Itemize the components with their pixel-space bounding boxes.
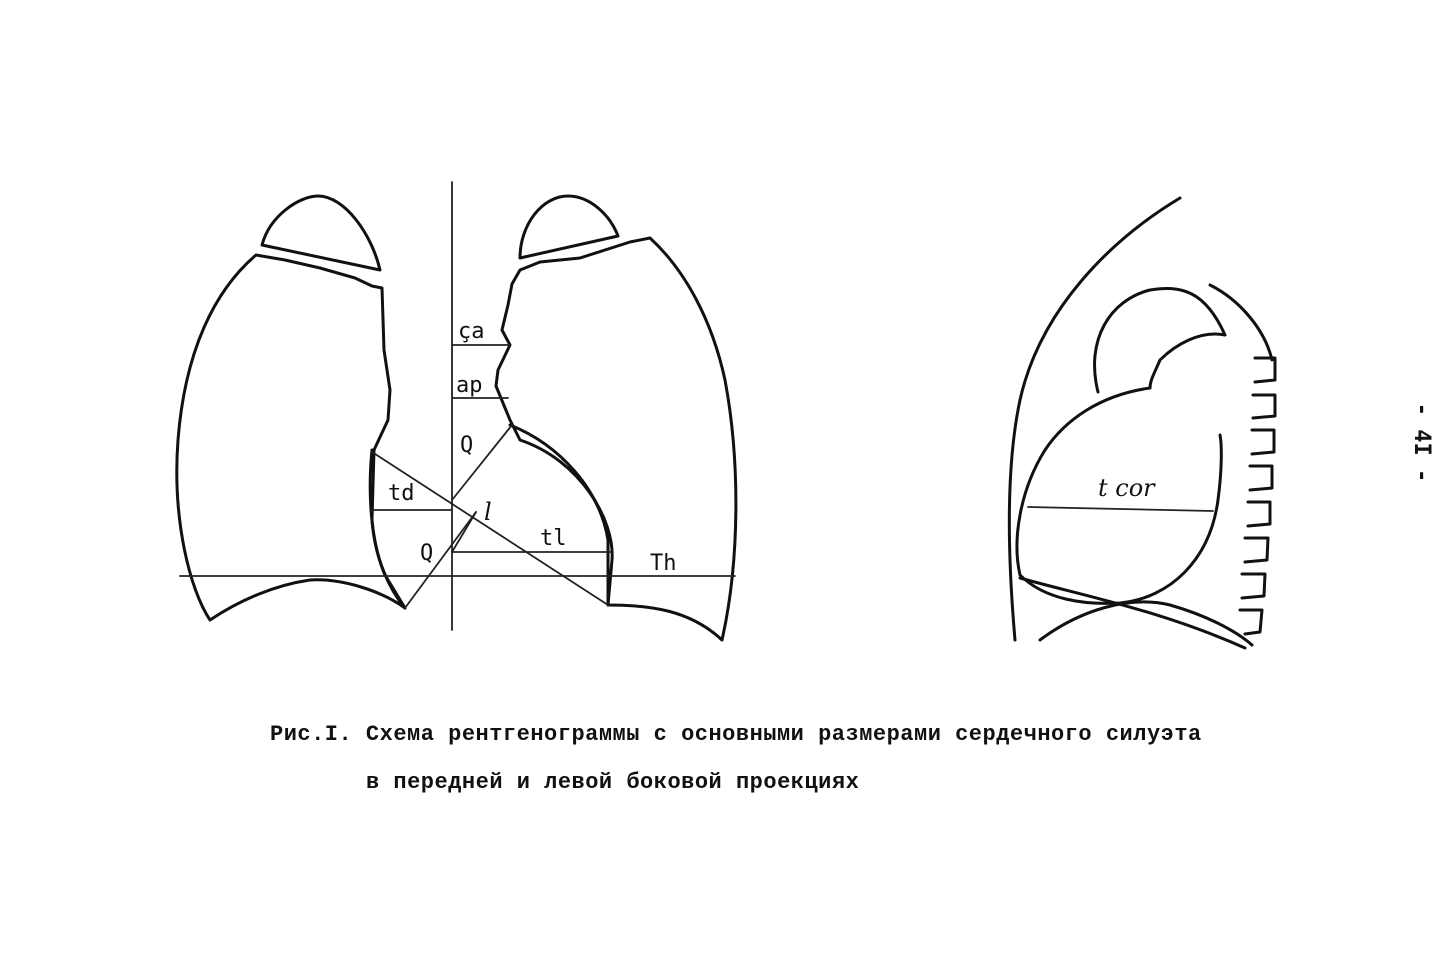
label-q-upper: Q: [460, 433, 474, 458]
q-lower-base: [452, 512, 476, 552]
q-lower-diagonal: [405, 512, 476, 608]
lateral-projection: [1009, 198, 1275, 648]
heart-right-contour: [370, 450, 405, 608]
figure-caption-line1: Рис.I. Схема рентгенограммы с основными размерами сердечного силуэта: [270, 722, 1202, 747]
page-number: - 4I -: [1409, 402, 1435, 483]
diaphragm-anterior: [1020, 578, 1245, 648]
label-tcor: t cor: [1098, 474, 1155, 502]
aortic-arch: [1095, 288, 1225, 392]
figure-caption-line2: в передней и левой боковой проекциях: [366, 770, 860, 795]
label-th: Th: [650, 551, 677, 576]
label-q-lower: Q: [420, 541, 434, 566]
label-td: td: [388, 481, 415, 506]
heart-left-contour: [510, 425, 608, 605]
label-qa: ҫa: [458, 319, 485, 344]
label-l: l: [484, 498, 492, 526]
frontal-projection: [177, 182, 736, 640]
l-diagonal: [372, 452, 608, 605]
label-tl: tl: [540, 526, 567, 551]
right-lung-outline: [177, 255, 405, 620]
label-ap: ap: [456, 373, 483, 398]
vertebral-column: [1240, 358, 1275, 634]
anterior-chest-wall: [1009, 198, 1180, 640]
left-clavicle-cap: [520, 196, 618, 258]
tcor-line: [1028, 507, 1213, 511]
left-lung-outline: [496, 238, 736, 640]
